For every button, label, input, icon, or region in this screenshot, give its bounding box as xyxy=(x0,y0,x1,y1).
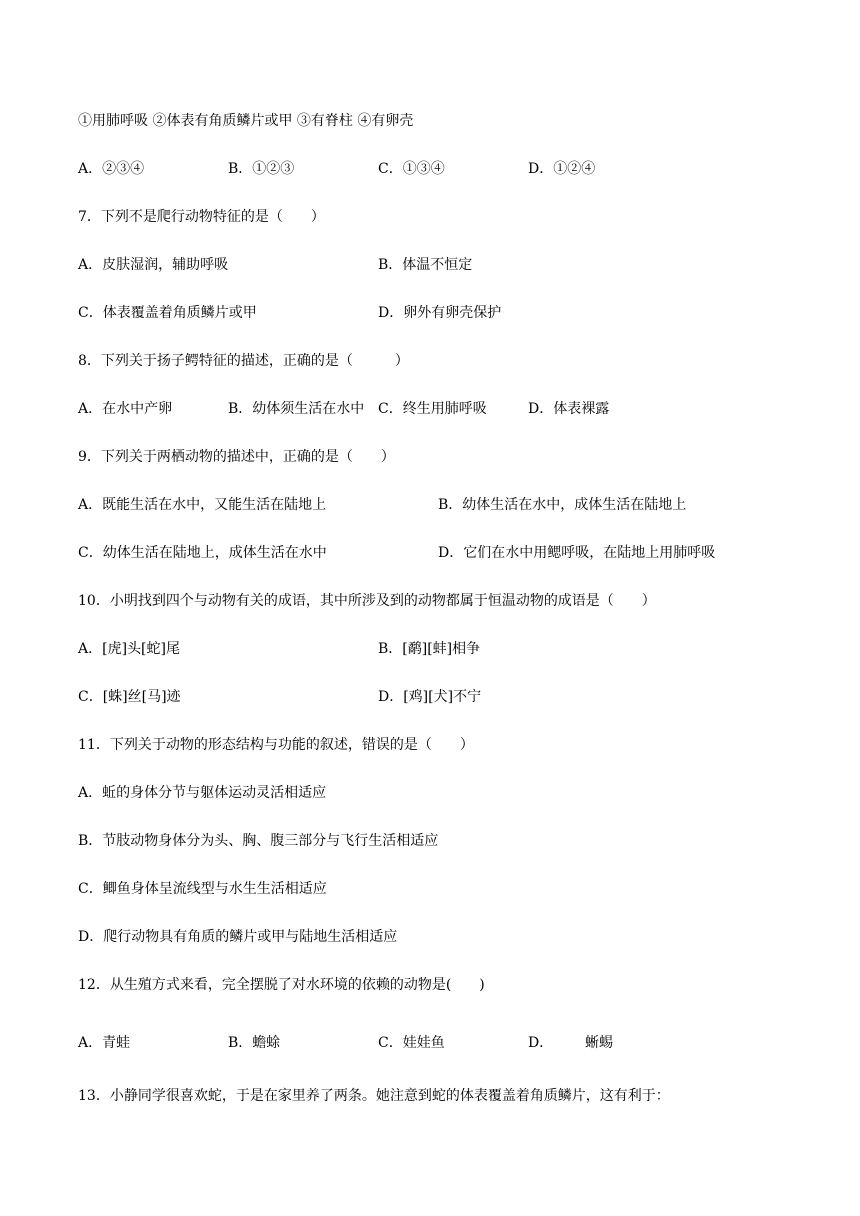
q6-option-c: C．①③④ xyxy=(378,161,445,177)
q6-items: ①用肺呼吸 ②体表有角质鳞片或甲 ③有脊柱 ④有卵壳 xyxy=(78,113,414,129)
q12-option-b: B．蟾蜍 xyxy=(228,1035,281,1051)
q9-option-c: C．幼体生活在陆地上，成体生活在水中 xyxy=(78,545,327,561)
q11-option-a: A．蚯的身体分节与躯体运动灵活相适应 xyxy=(78,785,327,801)
q6-option-b: B．①②③ xyxy=(228,161,295,177)
q13-stem: 13．小静同学很喜欢蛇，于是在家里养了两条。她注意到蛇的体表覆盖着角质鳞片，这有利于： xyxy=(78,1088,670,1104)
q11-option-b: B．节肢动物身体分为头、胸、腹三部分与飞行生活相适应 xyxy=(78,833,439,849)
q7-option-a: A．皮肤湿润，辅助呼吸 xyxy=(78,257,229,273)
q9-option-a: A．既能生活在水中，又能生活在陆地上 xyxy=(78,497,327,513)
q10-option-d: D．[鸡][犬]不宁 xyxy=(378,689,482,705)
q12-option-d-text: 蜥蜴 xyxy=(585,1035,613,1051)
q12-option-a: A．青蛙 xyxy=(78,1035,131,1051)
q9-option-d: D．它们在水中用鳃呼吸，在陆地上用肺呼吸 xyxy=(438,545,716,561)
q7-option-d: D．卵外有卵壳保护 xyxy=(378,305,502,321)
q11-stem: 11．下列关于动物的形态结构与功能的叙述，错误的是（ ） xyxy=(78,737,474,753)
q7-stem: 7．下列不是爬行动物特征的是（ ） xyxy=(78,209,325,225)
q10-option-b: B．[鹬][蚌]相争 xyxy=(378,641,481,657)
q11-option-c: C．鲫鱼身体呈流线型与水生生活相适应 xyxy=(78,881,327,897)
q6-option-a: A．②③④ xyxy=(78,161,145,177)
q8-option-c: C．终生用肺呼吸 xyxy=(378,401,487,417)
q7-option-c: C．体表覆盖着角质鳞片或甲 xyxy=(78,305,257,321)
q12-option-d: D． xyxy=(528,1035,554,1051)
q10-stem: 10．小明找到四个与动物有关的成语，其中所涉及到的动物都属于恒温动物的成语是（ ） xyxy=(78,593,656,609)
q8-option-a: A．在水中产卵 xyxy=(78,401,173,417)
q9-option-b: B．幼体生活在水中，成体生活在陆地上 xyxy=(438,497,687,513)
q6-option-d: D．①②④ xyxy=(528,161,596,177)
q12-stem: 12．从生殖方式来看，完全摆脱了对水环境的依赖的动物是( ) xyxy=(78,977,485,993)
q8-option-b: B．幼体须生活在水中 xyxy=(228,401,365,417)
q10-option-a: A．[虎]头[蛇]尾 xyxy=(78,641,180,657)
q11-option-d: D．爬行动物具有角质的鳞片或甲与陆地生活相适应 xyxy=(78,929,398,945)
q8-option-d: D．体表裸露 xyxy=(528,401,610,417)
q7-option-b: B．体温不恒定 xyxy=(378,257,473,273)
q10-option-c: C．[蛛]丝[马]迹 xyxy=(78,689,181,705)
q12-option-c: C．娃娃鱼 xyxy=(378,1035,445,1051)
q8-stem: 8．下列关于扬子鳄特征的描述，正确的是（ ） xyxy=(78,353,409,369)
q9-stem: 9．下列关于两栖动物的描述中，正确的是（ ） xyxy=(78,449,395,465)
